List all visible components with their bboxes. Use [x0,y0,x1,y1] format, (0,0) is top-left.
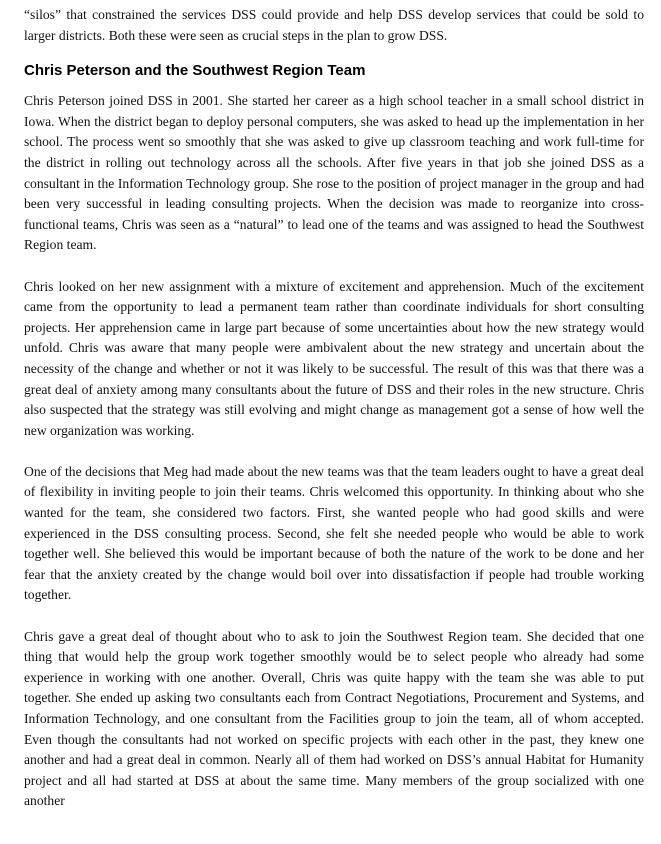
paragraph-new-assignment: Chris looked on her new assignment with a mixture of excitement and apprehension. Much of the excitement came from the opportunity to lead a permanent team rather than coordinate individuals for short consulting projects. Her apprehension came in large part because of some uncertainties about how the new strategy would unfold. Chris was aware that many people were ambivalent about the new strategy and uncertain about the necessity of the change and whether or not it was likely to be successful. The result of this was that there was a great deal of anxiety among many consultants about the future of DSS and their roles in the new structure. Chris also suspected that the strategy was still evolving and might change as management got a sense of how well the new organization was working. [24,278,644,438]
intro-paragraph: “silos” that constrained the services DSS could provide and help DSS develop services that could be sold to larger districts. Both these were seen as crucial steps in the plan to grow DSS. [24,7,644,43]
paragraph-team-selection-factors: One of the decisions that Meg had made about the new teams was that the team leaders ought to have a great deal of flexibility in inviting people to join their teams. Chris welcomed this opportunity. In thinking about who she wanted for the team, she considered two factors. First, she wanted people who had good skills and were experienced in the DSS consulting process. Second, she felt she needed people who would be able to work together well. She believed this would be important because of both the nature of the work to be done and her fear that the anxiety created by the change would boil over into dissatisfaction if people had trouble working together. [24,463,644,603]
document-page [24,5,644,812]
paragraph-chris-background: Chris Peterson joined DSS in 2001. She started her career as a high school teacher in a small school district in Iowa. When the district began to deploy personal computers, she was asked to head up the implementation in her school. The process went so smoothly that she was asked to give up classroom teaching and work full-time for the district in rolling out technology across all the schools. After five years in that job she joined DSS as a consultant in the Information Technology group. She rose to the position of project manager in the group and had been very successful in leading consulting projects. When the decision was made to reorganize into cross-functional teams, Chris was seen as a “natural” to lead one of the teams and was assigned to head the Southwest Region team. [24,93,644,253]
section-heading: Chris Peterson and the Southwest Region Team [24,62,366,80]
paragraph-team-members: Chris gave a great deal of thought about who to ask to join the Southwest Region team. She decided that one thing that would help the group work together smoothly would be to select people who already had some experience in working with one another. Overall, Chris was quite happy with the team she was able to put together. She ended up asking two consultants each from Contract Negotiations, Procurement and Systems, and Information Technology, and one consultant from the Facilities group to join the team, all of whom accepted. Even though the consultants had not worked on specific projects with each other in the past, they knew one another and had a great deal in common. Nearly all of them had worked on DSS’s annual Habitat for Humanity project and all had started at DSS at about the same time. Many members of the group socialized with one another [24,628,644,809]
